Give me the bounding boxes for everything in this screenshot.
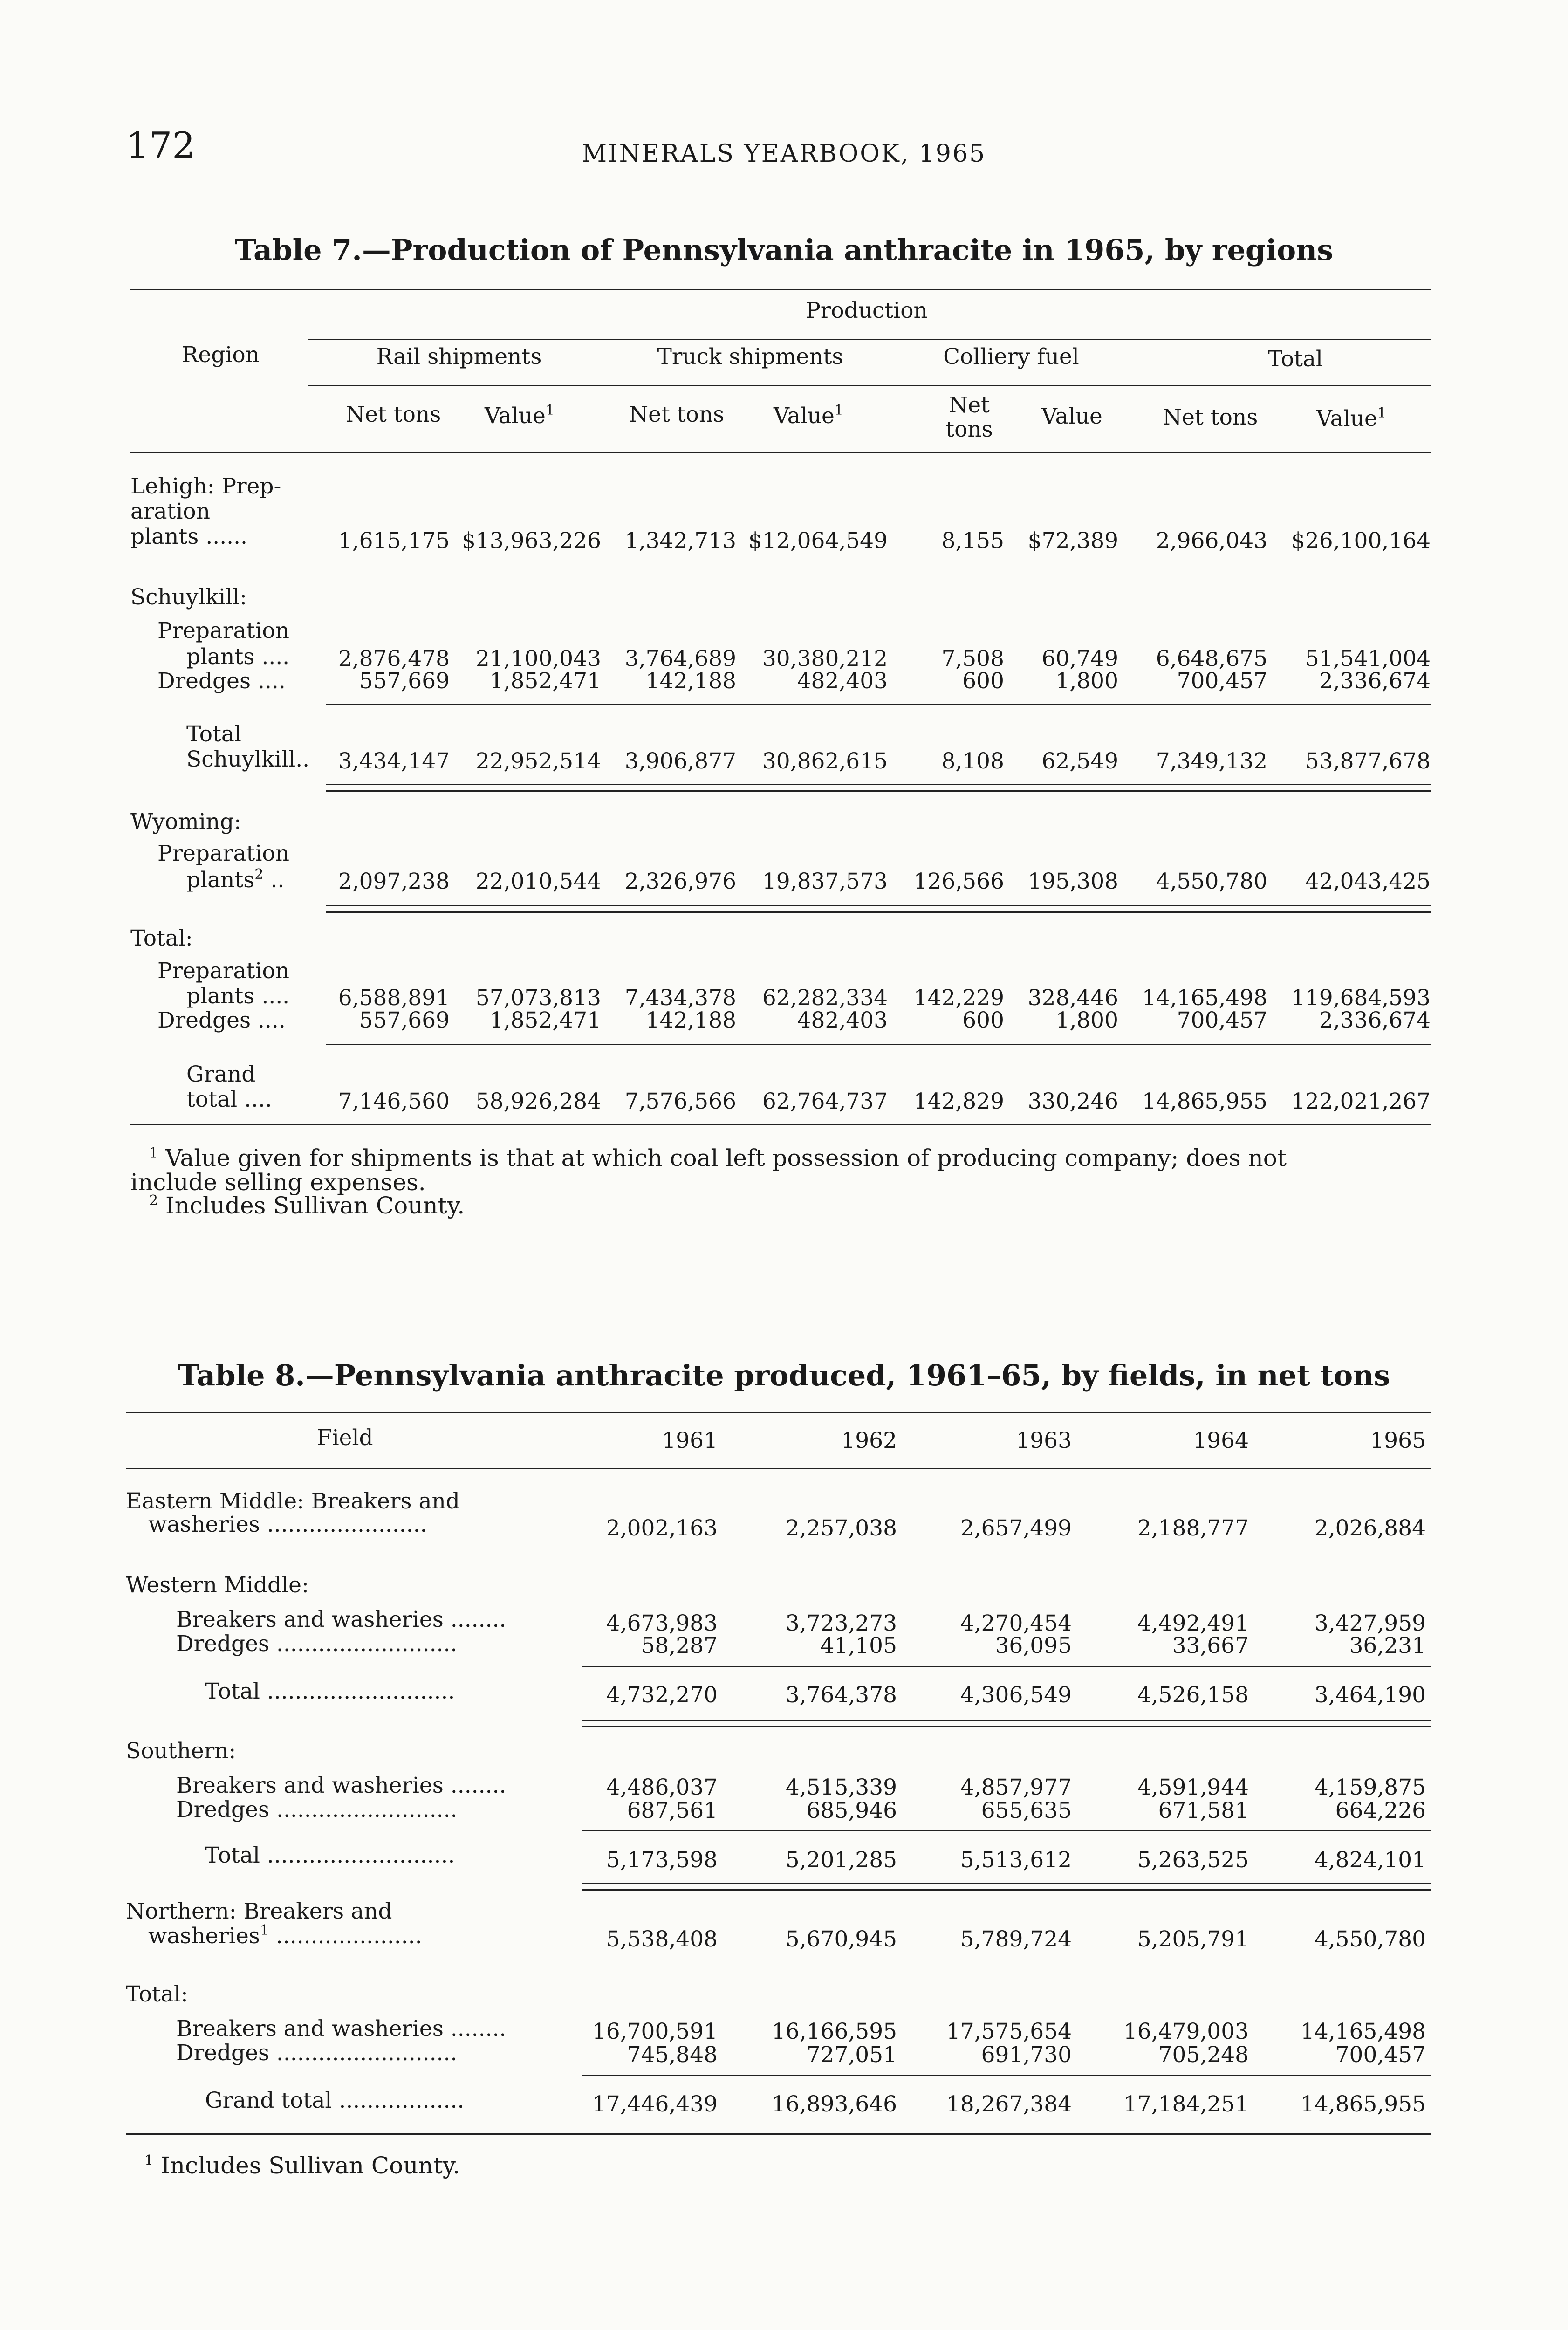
table-cell: 2,966,043 [1156, 528, 1267, 554]
table-cell: 685,946 [806, 1798, 897, 1823]
table-cell: 700,457 [1177, 1007, 1267, 1033]
schuylkill-total-label-2: Schuylkill.. [186, 747, 310, 772]
wyoming-label: Wyoming: [130, 809, 241, 835]
total-header: Total [1268, 346, 1323, 372]
table-cell: 2,002,163 [606, 1515, 718, 1541]
table-cell: 7,434,378 [624, 985, 736, 1011]
table-cell: 51,541,004 [1305, 646, 1431, 672]
table-cell: 1963 [1016, 1428, 1072, 1453]
table-cell: 16,893,646 [771, 2091, 897, 2117]
table-cell: 5,201,285 [785, 1847, 897, 1873]
table-cell: $12,064,549 [748, 528, 888, 554]
table-cell: 8,155 [941, 528, 1004, 554]
rail-net-tons-head: Net tons [346, 402, 441, 427]
table7-title: Table 7.—Production of Pennsylvania anthracite in 1965, by regions [234, 233, 1334, 267]
running-title: MINERALS YEARBOOK, 1965 [582, 140, 986, 168]
table-cell: 1,852,471 [489, 668, 601, 694]
table-cell: 557,669 [359, 1007, 450, 1033]
table8-total-label: Total: [126, 1981, 188, 2007]
grand-total-label-2: total .... [186, 1087, 272, 1112]
table-cell: 1,852,471 [489, 1007, 601, 1033]
table-cell: 6,588,891 [338, 985, 450, 1011]
table-cell: 62,282,334 [762, 985, 888, 1011]
table-cell: 122,021,267 [1291, 1089, 1431, 1114]
table-cell: 22,952,514 [475, 748, 601, 774]
table-cell: 4,550,780 [1156, 869, 1267, 894]
total-prep-label-1: Preparation [157, 958, 289, 984]
western-total-label: Total ........................... [205, 1679, 455, 1704]
table-cell: 2,097,238 [338, 869, 450, 894]
western-label: Western Middle: [126, 1572, 309, 1598]
table-cell: 8,108 [941, 748, 1004, 774]
table-cell: 4,270,454 [960, 1610, 1072, 1636]
table-cell: 5,789,724 [960, 1926, 1072, 1952]
table-cell: 14,865,955 [1142, 1089, 1267, 1114]
table-cell: 5,263,525 [1137, 1847, 1249, 1873]
table-cell: 3,764,378 [785, 1682, 897, 1708]
schuylkill-dredges-label: Dredges .... [157, 668, 286, 694]
table-cell: 705,248 [1158, 2042, 1249, 2068]
table-cell: 4,515,339 [785, 1775, 897, 1800]
table-cell: 687,561 [627, 1798, 718, 1823]
eastern-label-1: Eastern Middle: Breakers and [126, 1488, 460, 1514]
page-number: 172 [126, 125, 195, 167]
table-cell: 41,105 [820, 1633, 897, 1658]
table8-footnote: $^1$ Includes Sullivan County. [144, 2152, 460, 2179]
table-cell: 57,073,813 [475, 985, 601, 1011]
fuel-tons-head: tons [945, 417, 993, 442]
table-cell: 3,427,959 [1314, 1610, 1426, 1636]
table-cell: 62,549 [1041, 748, 1118, 774]
table8-total-bw-label: Breakers and washeries ........ [176, 2016, 507, 2042]
table7-production-header: Production [806, 298, 928, 323]
table7-top-rule [130, 289, 1431, 290]
table-cell: 4,526,158 [1137, 1682, 1249, 1708]
table-cell: 142,829 [913, 1089, 1004, 1114]
table-cell: 2,326,976 [624, 869, 736, 894]
table-cell: 1,615,175 [338, 528, 450, 554]
table-cell: 4,857,977 [960, 1775, 1072, 1800]
southern-bw-label: Breakers and washeries ........ [176, 1773, 507, 1798]
table-cell: 17,446,439 [592, 2091, 718, 2117]
table-cell: 482,403 [797, 668, 888, 694]
lehigh-label-1: Lehigh: Prep- [130, 473, 281, 499]
table7-footnote-1-cont: include selling expenses. [130, 1169, 426, 1196]
table-cell: 16,479,003 [1123, 2019, 1249, 2044]
table-cell: 58,926,284 [475, 1089, 601, 1114]
southern-total-label: Total ........................... [205, 1843, 455, 1868]
truck-shipments-header: Truck shipments [657, 344, 843, 370]
table-cell: 7,349,132 [1156, 748, 1267, 774]
table-cell: 60,749 [1041, 646, 1118, 672]
colliery-fuel-header: Colliery fuel [943, 344, 1079, 370]
table-cell: 17,184,251 [1123, 2091, 1249, 2117]
schuylkill-label: Schuylkill: [130, 584, 247, 610]
table-cell: 4,732,270 [606, 1682, 718, 1708]
table-cell: 600 [962, 1007, 1004, 1033]
table8-grand-total-label: Grand total .................. [205, 2088, 465, 2113]
western-bw-label: Breakers and washeries ........ [176, 1607, 507, 1632]
total-label: Total: [130, 925, 193, 951]
table-cell: 16,166,595 [771, 2019, 897, 2044]
truck-value-head: Value$^1$ [774, 402, 843, 429]
table-cell: 14,165,498 [1142, 985, 1267, 1011]
table7-footnote-2: $^2$ Includes Sullivan County. [149, 1192, 465, 1219]
table-cell: 2,876,478 [338, 646, 450, 672]
table-cell: 3,434,147 [338, 748, 450, 774]
table-cell: 4,486,037 [606, 1775, 718, 1800]
table-cell: 482,403 [797, 1007, 888, 1033]
table-cell: 5,538,408 [606, 1926, 718, 1952]
table-cell: 18,267,384 [946, 2091, 1072, 2117]
table8-title: Table 8.—Pennsylvania anthracite produced, 1961–65, by fields, in net tons [178, 1358, 1390, 1392]
table-cell: 664,226 [1335, 1798, 1426, 1823]
table-cell: 655,635 [981, 1798, 1072, 1823]
table-cell: 1,800 [1055, 668, 1118, 694]
table-cell: 195,308 [1027, 869, 1118, 894]
western-dredges-label: Dredges .......................... [176, 1631, 458, 1657]
southern-label: Southern: [126, 1738, 236, 1764]
total-dredges-label: Dredges .... [157, 1007, 286, 1033]
lehigh-label-3: plants ...... [130, 524, 247, 549]
table-cell: 600 [962, 668, 1004, 694]
table-cell: 3,906,877 [624, 748, 736, 774]
grand-total-label-1: Grand [186, 1062, 256, 1087]
table-cell: 17,575,654 [946, 2019, 1072, 2044]
table7-region-header: Region [182, 342, 260, 368]
fuel-net-head: Net [949, 392, 990, 418]
table-cell: 14,165,498 [1300, 2019, 1426, 2044]
table-cell: 700,457 [1335, 2042, 1426, 2068]
schuylkill-prep-label-1: Preparation [157, 618, 289, 644]
table-cell: 671,581 [1158, 1798, 1249, 1823]
table-cell: 16,700,591 [592, 2019, 718, 2044]
table-cell: 2,188,777 [1137, 1515, 1249, 1541]
wyoming-prep-label-1: Preparation [157, 841, 289, 866]
table-cell: 53,877,678 [1305, 748, 1431, 774]
lehigh-label-2: aration [130, 499, 210, 524]
table8-total-dredges-label: Dredges .......................... [176, 2040, 458, 2066]
table-cell: 1964 [1193, 1428, 1249, 1453]
total-prep-label-2: plants .... [186, 983, 290, 1009]
table-cell: 745,848 [627, 2042, 718, 2068]
table-cell: 2,336,674 [1319, 1007, 1431, 1033]
table-cell: 21,100,043 [475, 646, 601, 672]
table-cell: 1965 [1370, 1428, 1426, 1453]
table-cell: 5,205,791 [1137, 1926, 1249, 1952]
table-cell: 2,257,038 [785, 1515, 897, 1541]
table-cell: 4,159,875 [1314, 1775, 1426, 1800]
table-cell: 36,231 [1349, 1633, 1426, 1658]
table-cell: 62,764,737 [762, 1089, 888, 1114]
table-cell: 42,043,425 [1305, 869, 1431, 894]
table-cell: $72,389 [1027, 528, 1118, 554]
table-cell: 2,026,884 [1314, 1515, 1426, 1541]
fuel-value-head: Value [1041, 404, 1102, 429]
schuylkill-prep-label-2: plants .... [186, 644, 290, 670]
table-cell: 4,673,983 [606, 1610, 718, 1636]
table-cell: 1962 [841, 1428, 897, 1453]
table-cell: $13,963,226 [461, 528, 601, 554]
table-cell: 7,508 [941, 646, 1004, 672]
table-cell: 3,764,689 [624, 646, 736, 672]
wyoming-prep-label-2: plants$^2$ .. [186, 866, 285, 893]
table-cell: 691,730 [981, 2042, 1072, 2068]
northern-label-2: washeries$^1$ ..................... [148, 1922, 422, 1949]
table-cell: $26,100,164 [1291, 528, 1431, 554]
table-cell: 4,591,944 [1137, 1775, 1249, 1800]
table-cell: 7,146,560 [338, 1089, 450, 1114]
table-cell: 142,229 [913, 985, 1004, 1011]
table-cell: 700,457 [1177, 668, 1267, 694]
southern-dredges-label: Dredges .......................... [176, 1797, 458, 1823]
table-cell: 4,550,780 [1314, 1926, 1426, 1952]
table-cell: 142,188 [645, 1007, 736, 1033]
eastern-label-2: washeries ....................... [148, 1512, 427, 1537]
table-cell: 4,306,549 [960, 1682, 1072, 1708]
table7-footnote-1: $^1$ Value given for shipments is that at which coal left possession of producing company; does not [149, 1144, 1287, 1172]
table-cell: 557,669 [359, 668, 450, 694]
table-cell: 328,446 [1027, 985, 1118, 1011]
table-cell: 2,657,499 [960, 1515, 1072, 1541]
table-cell: 1961 [662, 1428, 718, 1453]
table-cell: 119,684,593 [1291, 985, 1431, 1011]
table8-field-header: Field [317, 1425, 373, 1451]
table-cell: 30,862,615 [762, 748, 888, 774]
total-value-head: Value$^1$ [1316, 405, 1386, 432]
table-cell: 33,667 [1172, 1633, 1249, 1658]
table-cell: 19,837,573 [762, 869, 888, 894]
table-cell: 30,380,212 [762, 646, 888, 672]
table-cell: 142,188 [645, 668, 736, 694]
table-cell: 2,336,674 [1319, 668, 1431, 694]
table-cell: 4,492,491 [1137, 1610, 1249, 1636]
table-cell: 22,010,544 [475, 869, 601, 894]
table-cell: 727,051 [806, 2042, 897, 2068]
table-cell: 14,865,955 [1300, 2091, 1426, 2117]
table-cell: 58,287 [641, 1633, 718, 1658]
table-cell: 3,723,273 [785, 1610, 897, 1636]
table-cell: 4,824,101 [1314, 1847, 1426, 1873]
table-cell: 6,648,675 [1156, 646, 1267, 672]
rail-value-head: Value$^1$ [485, 402, 555, 429]
table-cell: 5,173,598 [606, 1847, 718, 1873]
table-cell: 126,566 [913, 869, 1004, 894]
schuylkill-total-label-1: Total [186, 721, 241, 747]
table-cell: 1,800 [1055, 1007, 1118, 1033]
table-cell: 1,342,713 [624, 528, 736, 554]
table-cell: 3,464,190 [1314, 1682, 1426, 1708]
table-cell: 5,513,612 [960, 1847, 1072, 1873]
northern-label-1: Northern: Breakers and [126, 1898, 392, 1924]
table-cell: 5,670,945 [785, 1926, 897, 1952]
total-net-tons-head: Net tons [1163, 404, 1258, 430]
table-cell: 330,246 [1027, 1089, 1118, 1114]
truck-net-tons-head: Net tons [629, 402, 725, 427]
table-cell: 36,095 [995, 1633, 1072, 1658]
table-cell: 7,576,566 [624, 1089, 736, 1114]
rail-shipments-header: Rail shipments [376, 344, 542, 370]
